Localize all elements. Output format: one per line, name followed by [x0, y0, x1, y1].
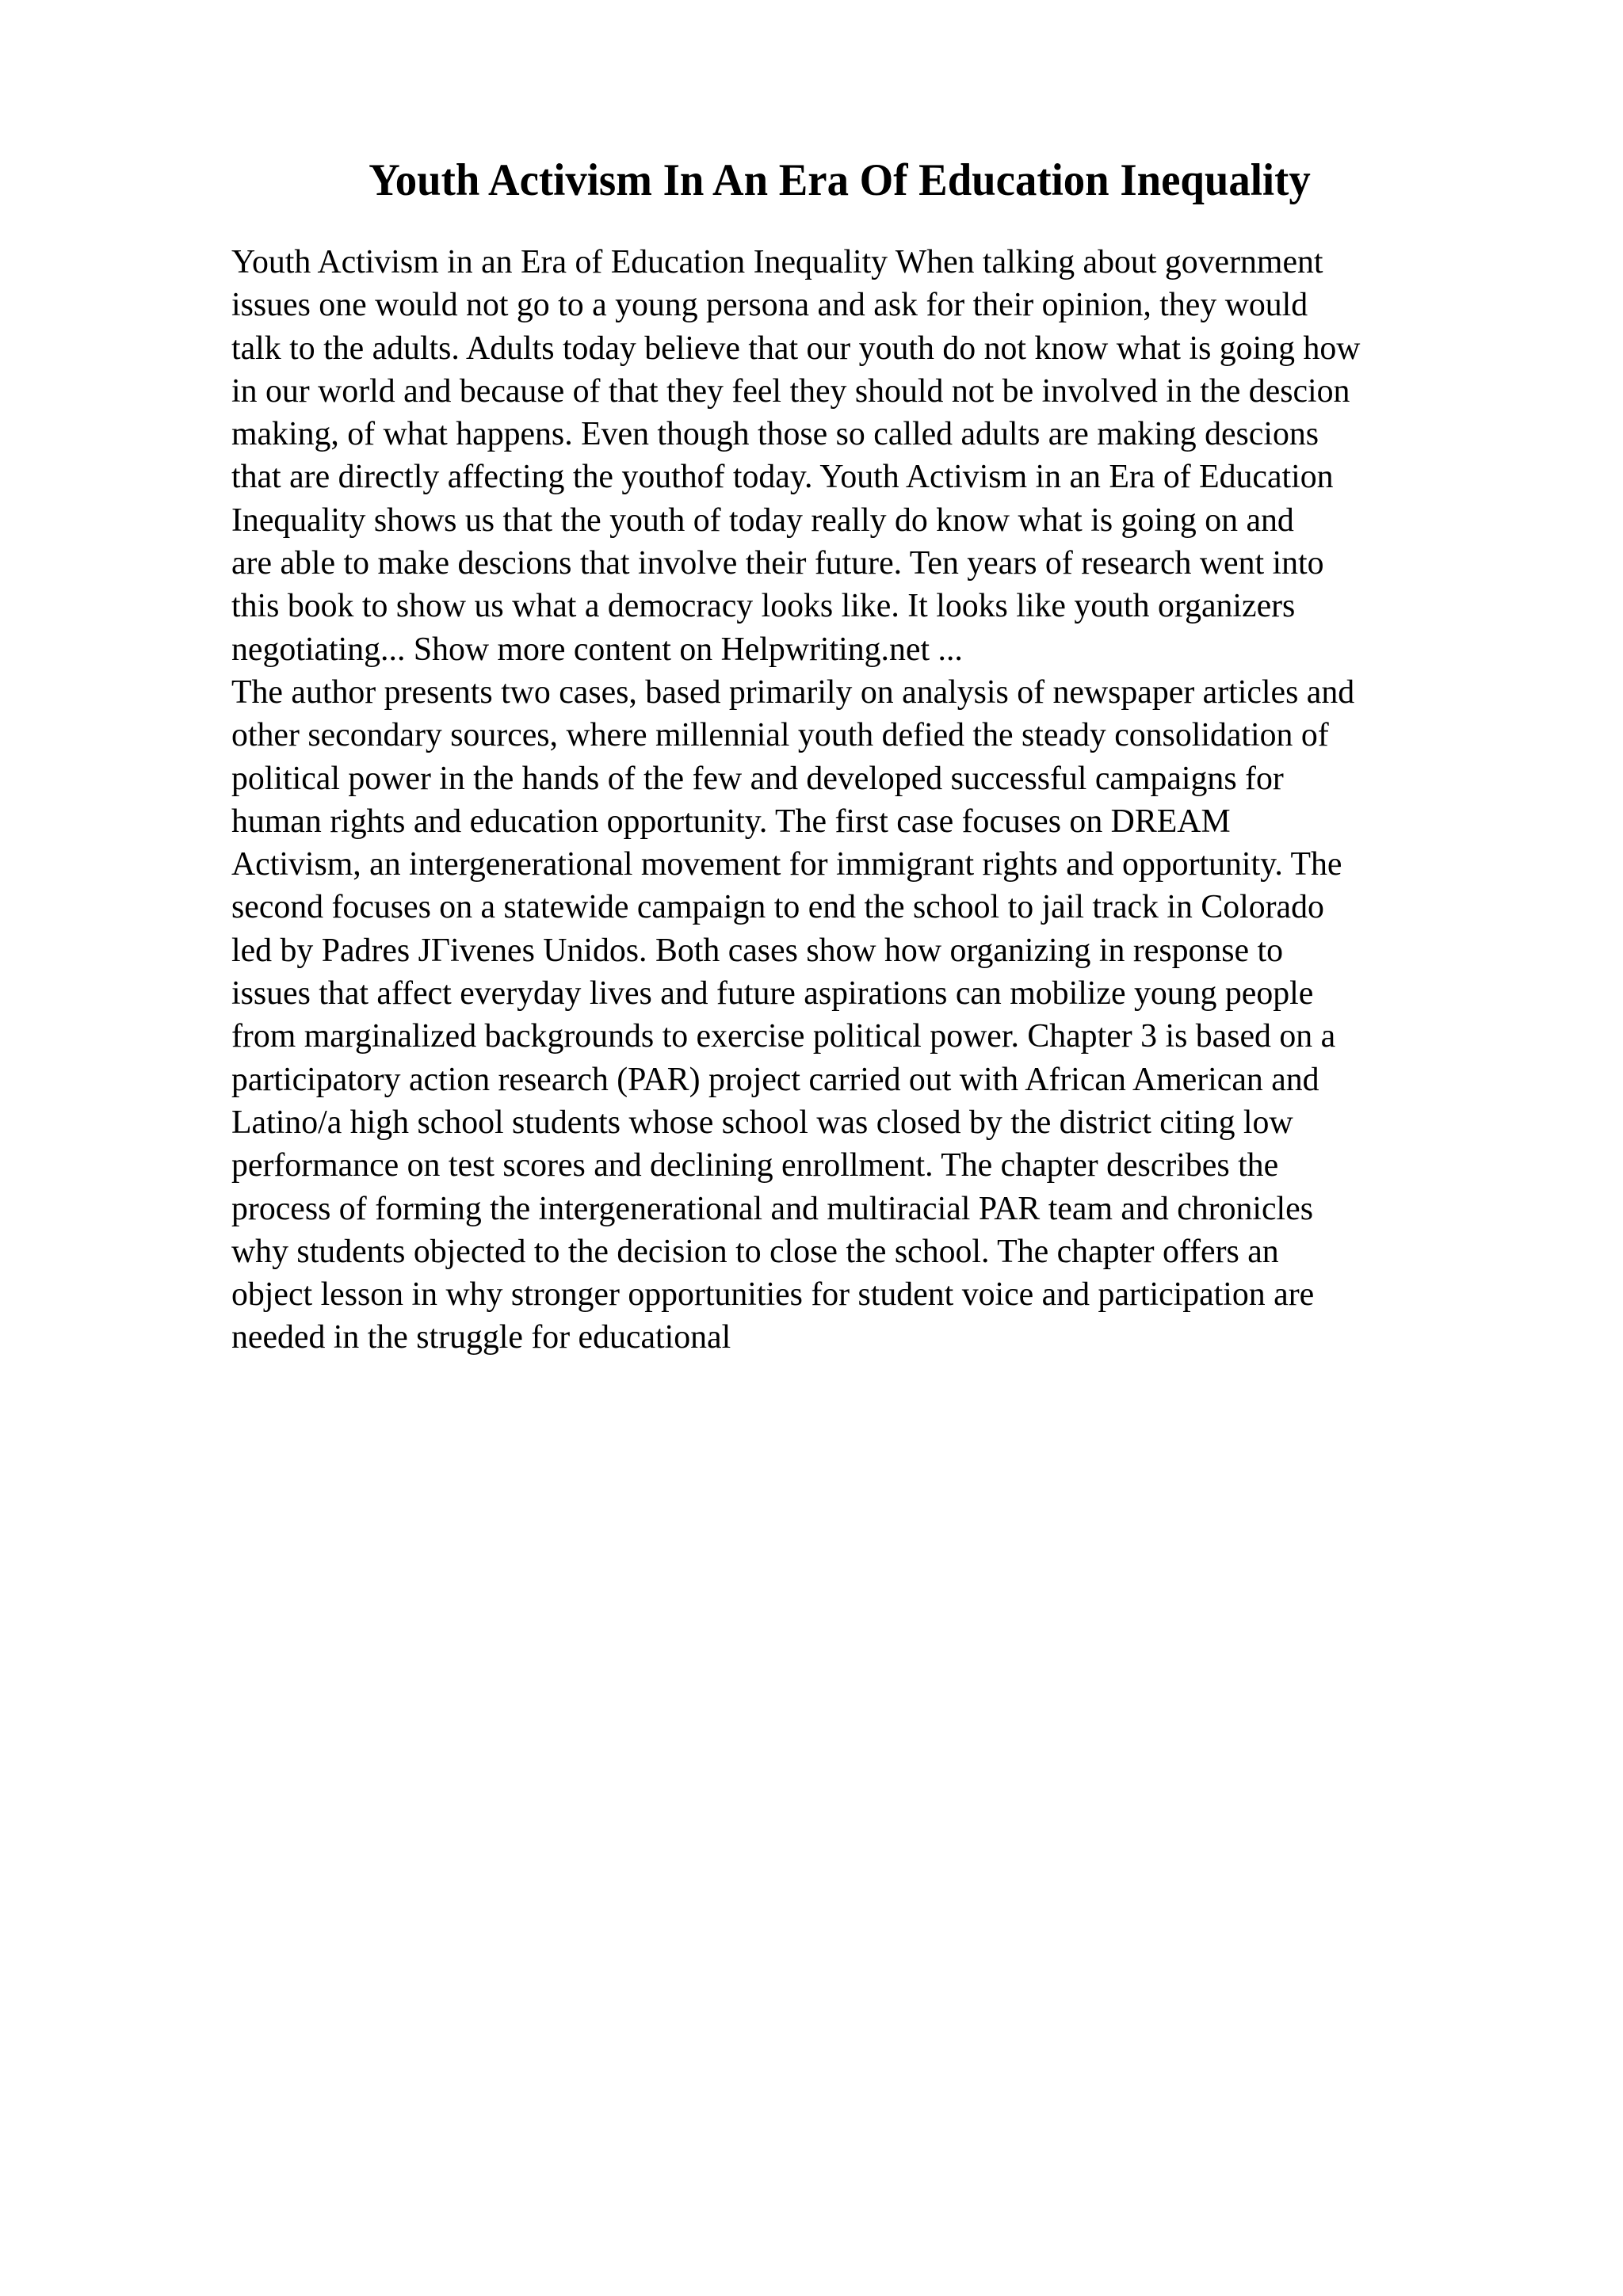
text-line: political power in the hands of the few and developed successful campaigns for — [231, 760, 1284, 797]
text-line: Latino/a high school students whose school was closed by the district citing low — [231, 1104, 1293, 1141]
text-line: participatory action research (PAR) project carried out with African American and — [231, 1061, 1319, 1098]
text-line: negotiating... Show more content on Helpwriting.net ... — [231, 631, 963, 668]
text-line: Activism, an intergenerational movement for immigrant rights and opportunity. The — [231, 846, 1342, 883]
text-line: needed in the struggle for educational — [231, 1319, 731, 1356]
text-line: Inequality shows us that the youth of today really do know what is going on and — [231, 502, 1294, 539]
text-line: from marginalized backgrounds to exercise political power. Chapter 3 is based on a — [231, 1018, 1336, 1055]
text-line: issues one would not go to a young persona and ask for their opinion, they would — [231, 287, 1308, 324]
text-line: human rights and education opportunity. The first case focuses on DREAM — [231, 803, 1231, 840]
text-line: object lesson in why stronger opportunities for student voice and participation are — [231, 1276, 1315, 1314]
text-line: making, of what happens. Even though those so called adults are making descions — [231, 416, 1319, 453]
text-line: led by Padres JΓivenes Unidos. Both cases show how organizing in response to — [231, 932, 1284, 969]
text-line: are able to make descions that involve their future. Ten years of research went into — [231, 545, 1324, 582]
text-line: in our world and because of that they feel they should not be involved in the descion — [231, 372, 1350, 410]
text-line: Youth Activism in an Era of Education Inequality When talking about government — [231, 244, 1323, 280]
text-line: why students objected to the decision to close the school. The chapter offers an — [231, 1233, 1279, 1270]
text-line: issues that affect everyday lives and future aspirations can mobilize young people — [231, 975, 1314, 1013]
text-line: other secondary sources, where millennial youth defied the steady consolidation of — [231, 717, 1329, 754]
text-line: The author presents two cases, based primarily on analysis of newspaper articles and — [231, 673, 1355, 711]
text-line: this book to show us what a democracy looks like. It looks like youth organizers — [231, 588, 1296, 625]
text-line: performance on test scores and declining enrollment. The chapter describes the — [231, 1147, 1279, 1184]
text-line: process of forming the intergenerational and multiracial PAR team and chronicles — [231, 1190, 1313, 1227]
text-line: second focuses on a statewide campaign to end the school to jail track in Colorado — [231, 889, 1324, 926]
document-title: Youth Activism In An Era Of Education Inequality — [369, 155, 1311, 205]
document-body — [231, 241, 1515, 1360]
text-line: talk to the adults. Adults today believe that our youth do not know what is going how — [231, 330, 1361, 367]
text-line: that are directly affecting the youthof today. Youth Activism in an Era of Education — [231, 459, 1334, 496]
